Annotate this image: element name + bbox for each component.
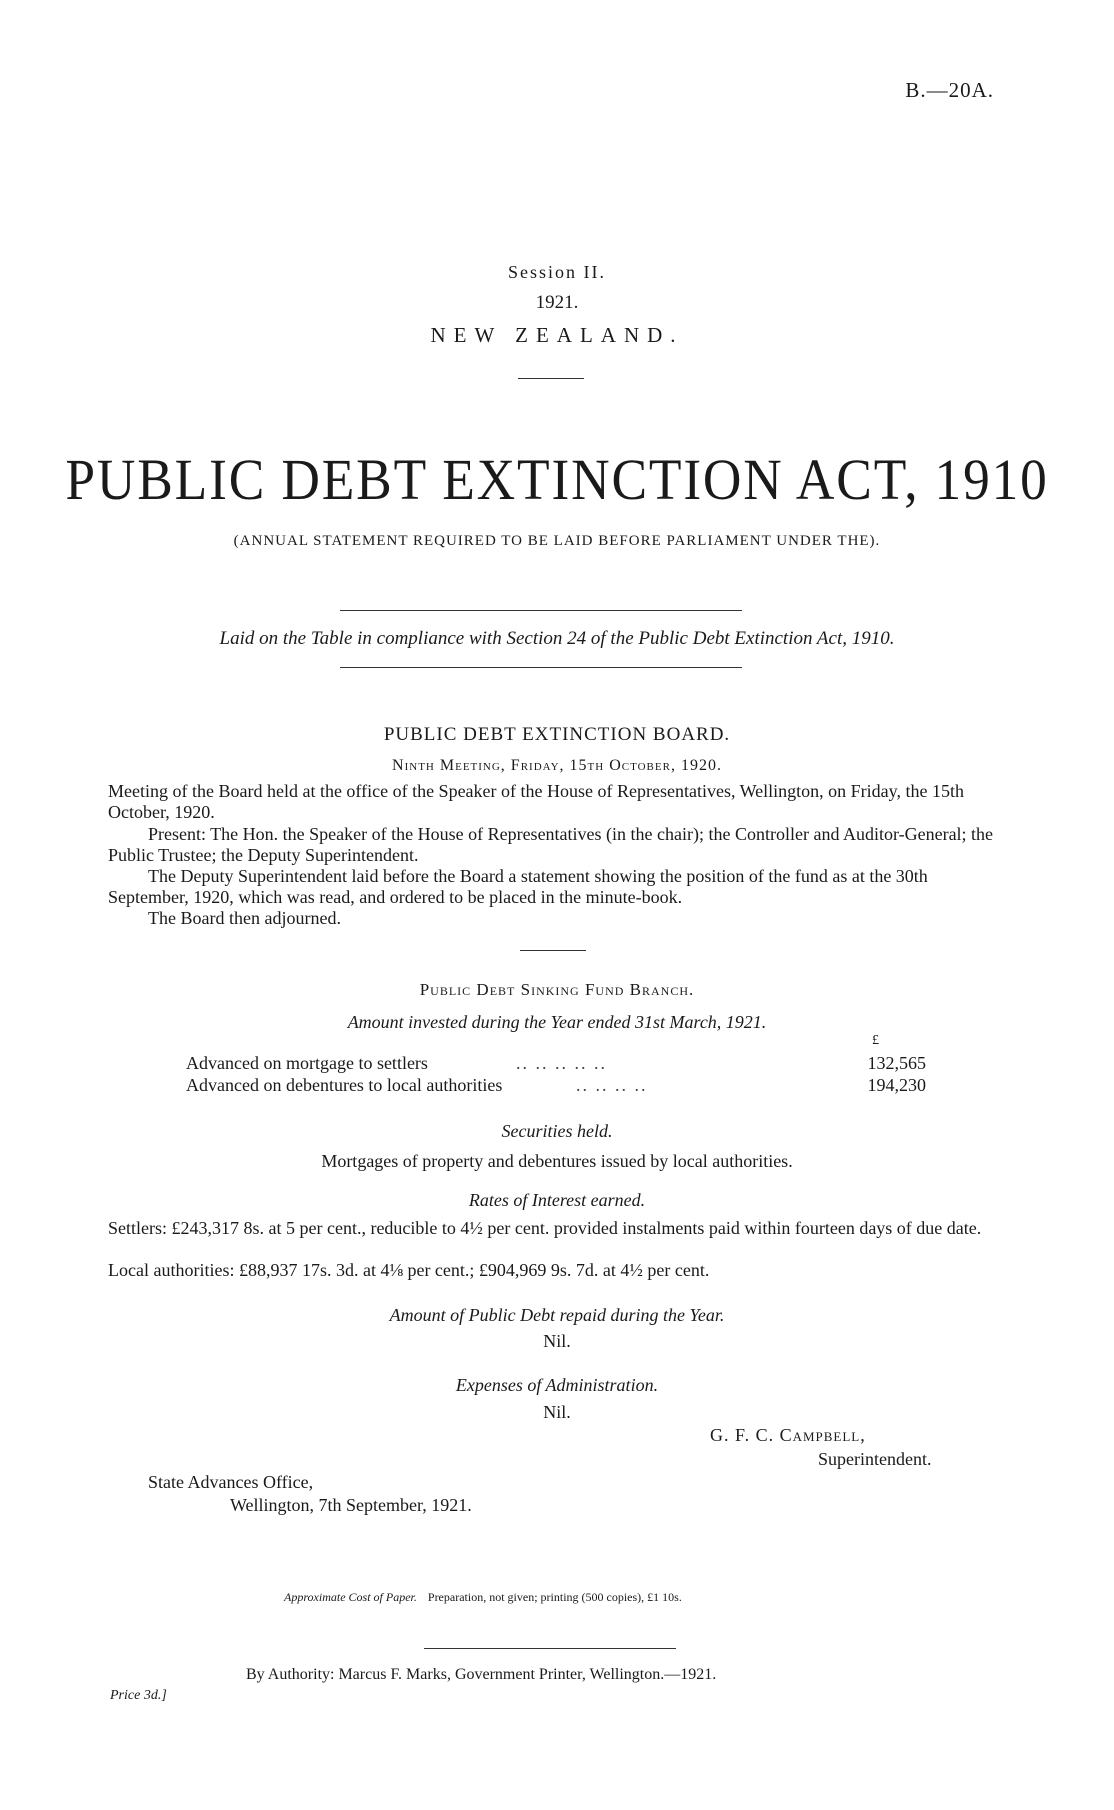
cost-text: Preparation, not given; printing (500 copies), £1 10s. [427,1590,682,1604]
signatory-title: Superintendent. [818,1449,932,1469]
rates-heading: Rates of Interest earned. [468,1190,646,1210]
board-paragraph-statement: The Deputy Superintendent laid before the Board a statement showing the position of the fund as at the 30th September, 1920, which was read, and ordered to be placed in the minute-book. [108,866,928,907]
divider [520,950,586,951]
cost-label: Approximate Cost of Paper. [284,1590,417,1604]
divider [424,1648,676,1649]
divider [518,378,584,379]
row-label: Advanced on debentures to local authorities [186,1075,503,1095]
securities-text: Mortgages of property and debentures issued by local authorities. [321,1151,793,1171]
divider [340,667,742,668]
act-title: PUBLIC DEBT EXTINCTION ACT, 1910 [65,447,1049,512]
cost-line [284,1590,682,1605]
act-subtitle: (ANNUAL STATEMENT REQUIRED TO BE LAID BEFORE PARLIAMENT UNDER THE). [233,533,881,549]
repaid-value: Nil. [543,1331,571,1351]
authority-line: By Authority: Marcus F. Marks, Government Printer, Wellington.—1921. [246,1666,717,1683]
row-label: Advanced on mortgage to settlers [186,1053,428,1073]
rates-settlers: Settlers: £243,317 8s. at 5 per cent., reducible to 4½ per cent. provided instalments paid within fourteen days of due date. [108,1218,982,1238]
expenses-value: Nil. [543,1402,571,1422]
board-heading: PUBLIC DEBT EXTINCTION BOARD. [383,724,731,745]
expenses-heading: Expenses of Administration. [455,1375,659,1395]
office-name: State Advances Office, [148,1472,314,1492]
signatory-name: G. F. C. Campbell, [710,1425,866,1445]
board-paragraph-meeting: Meeting of the Board held at the office of the Speaker of the House of Representatives, Wellington, on Friday, the 15th October, 1920. [108,781,964,822]
session-line: Session II. [508,262,606,282]
currency-header: £ [872,1033,879,1048]
invested-heading: Amount invested during the Year ended 31st March, 1921. [347,1012,767,1032]
table-row [186,1075,926,1097]
price-note: Price 3d.] [110,1688,167,1703]
row-value: 132,565 [867,1053,926,1073]
row-value: 194,230 [867,1075,926,1095]
leader-dots: .. .. .. .. .. [516,1053,607,1073]
office-place-date: Wellington, 7th September, 1921. [230,1495,472,1515]
laid-note: Laid on the Table in compliance with Section 24 of the Public Debt Extinction Act, 1910. [219,628,895,649]
country-line: NEW ZEALAND. [430,323,684,347]
document-reference: B.—20A. [905,78,994,102]
rates-local-authorities: Local authorities: £88,937 17s. 3d. at 4⅛ per cent.; £904,969 9s. 7d. at 4½ per cent. [108,1260,710,1280]
table-row [186,1053,926,1075]
leader-dots: .. .. .. .. [576,1075,648,1095]
board-paragraph-present: Present: The Hon. the Speaker of the House of Representatives (in the chair); the Controller and Auditor-General; the Public Trustee; the Deputy Superintendent. [108,824,994,865]
securities-heading: Securities held. [501,1121,613,1141]
repaid-heading: Amount of Public Debt repaid during the Year. [389,1305,725,1325]
divider [340,610,742,611]
meeting-line: Ninth Meeting, Friday, 15th October, 1920. [392,757,722,774]
board-paragraph-adjourned: The Board then adjourned. [148,908,341,928]
sinking-fund-heading: Public Debt Sinking Fund Branch. [419,980,695,999]
year-line: 1921. [535,292,579,313]
